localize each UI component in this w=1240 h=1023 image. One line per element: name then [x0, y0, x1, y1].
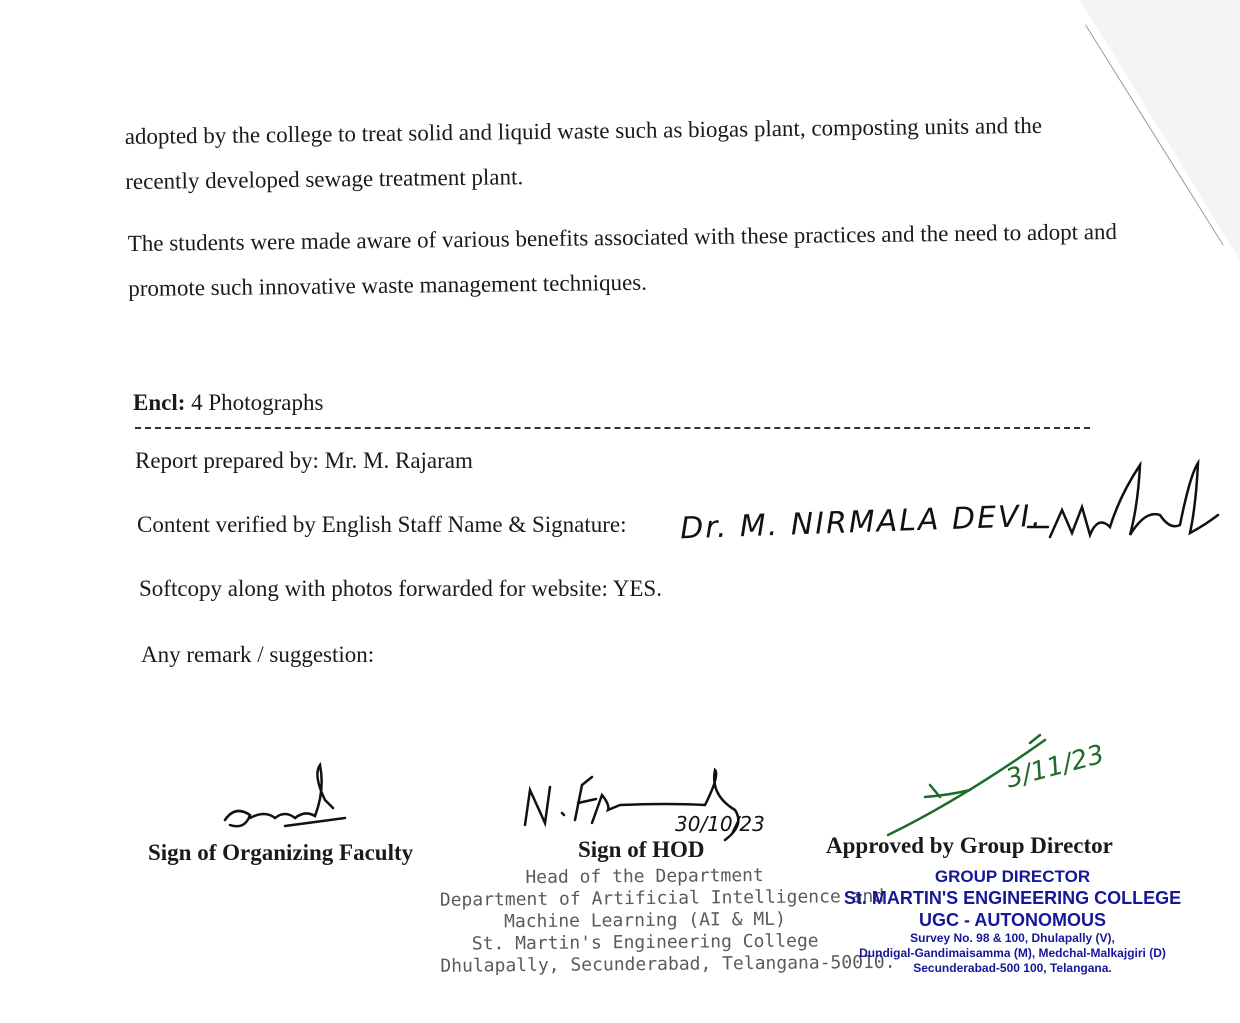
enclosure-line — [133, 390, 323, 416]
hod-stamp-line: St. Martin's Engineering College — [471, 930, 819, 955]
faculty-signature-icon — [215, 760, 355, 840]
enclosure-label: Encl: — [133, 390, 186, 415]
hod-stamp-line: Department of Artificial Intelligence and — [439, 885, 885, 911]
director-stamp-line: Dundigal-Gandimaisamma (M), Medchal-Malkajgiri (D) — [859, 946, 1166, 960]
director-stamp-line: St. MARTIN'S ENGINEERING COLLEGE — [843, 888, 1182, 908]
hod-label: Sign of HOD — [578, 837, 705, 862]
director-stamp-line: GROUP DIRECTOR — [934, 867, 1091, 886]
hod-stamp-line: Dhulapally, Secunderabad, Telangana-50010. — [440, 951, 896, 977]
hod-sign-date: 30/10/23 — [675, 812, 765, 836]
report-prepared-by: Report prepared by: Mr. M. Rajaram — [135, 448, 473, 473]
organizing-faculty-label: Sign of Organizing Faculty — [148, 840, 414, 865]
director-stamp-line: UGC - AUTONOMOUS — [919, 910, 1106, 930]
paragraph-waste-treatment: adopted by the college to treat solid and liquid waste such as biogas plant, composting units and the recently developed sewage treatment plant. — [124, 112, 1043, 195]
hod-stamp-line: Machine Learning (AI & ML) — [504, 908, 786, 933]
director-stamp-line: Secunderabad-500 100, Telangana. — [913, 961, 1112, 975]
director-stamp-line: Survey No. 98 & 100, Dhulapally (V), — [910, 931, 1115, 945]
group-director-label: Approved by Group Director — [826, 833, 1113, 858]
hod-stamp-line: Head of the Department — [525, 864, 764, 889]
softcopy-forwarded: Softcopy along with photos forwarded for website: YES. — [139, 576, 662, 601]
director-stamp — [835, 867, 1190, 976]
content-verified-by: Content verified by English Staff Name & Signature: — [137, 512, 627, 537]
english-staff-signature-icon — [1020, 455, 1220, 565]
remark-suggestion: Any remark / suggestion: — [141, 642, 375, 667]
director-sign-date: 3/11/23 — [1002, 739, 1108, 795]
enclosure-value: 4 Photographs — [191, 390, 324, 415]
dashed-divider — [135, 427, 1090, 429]
hod-stamp — [439, 864, 896, 978]
paragraph-student-awareness: The students were made aware of various benefits associated with these practices and the need to adopt and promote such innovative waste management techniques. — [127, 218, 1118, 302]
english-staff-signature-name: Dr. M. NIRMALA DEVI. — [679, 498, 1044, 547]
